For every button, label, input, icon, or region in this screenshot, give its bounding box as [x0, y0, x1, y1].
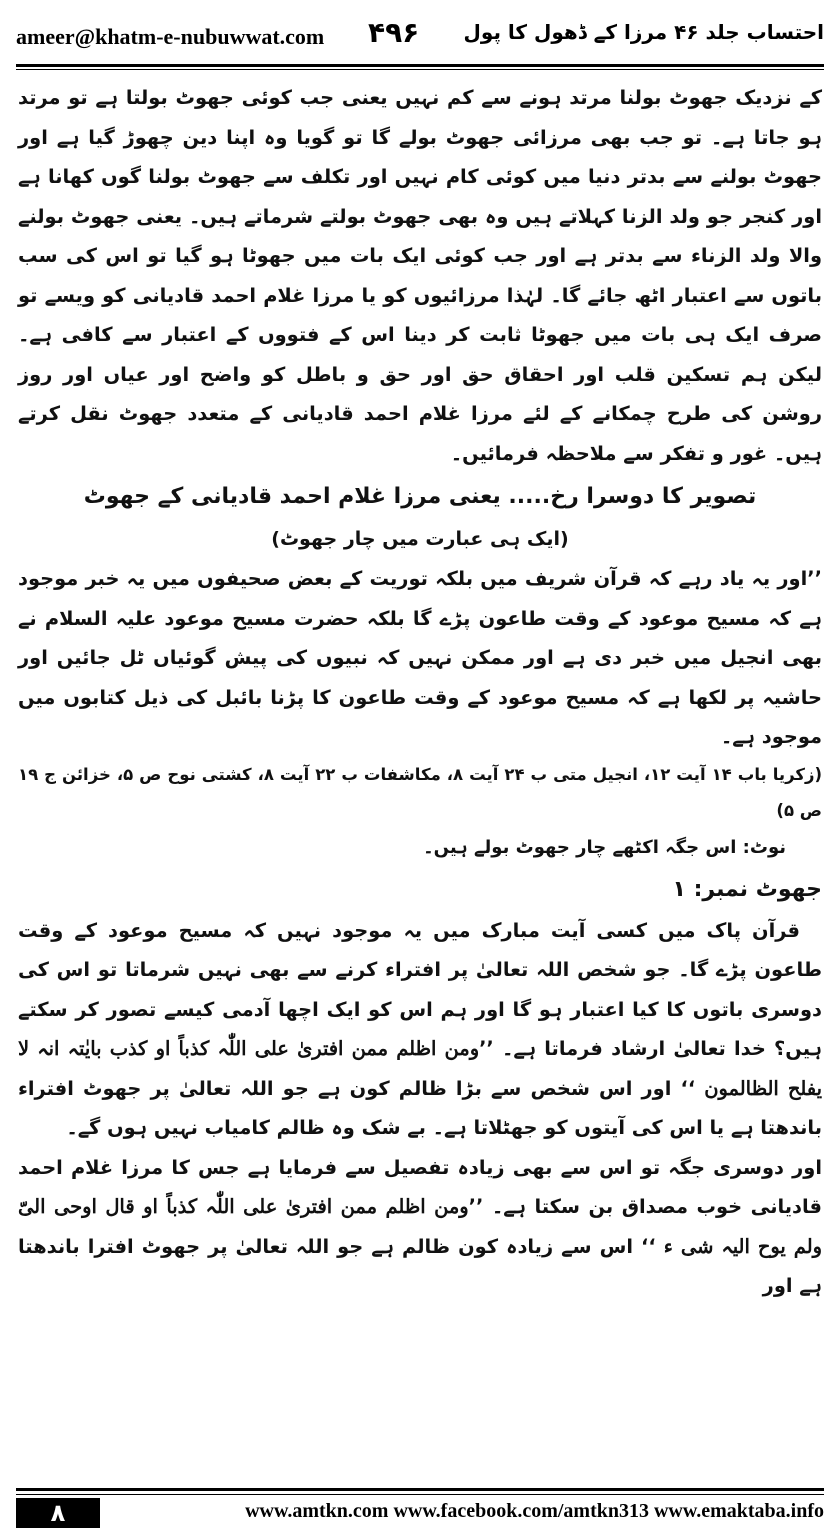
header-divider	[16, 64, 824, 67]
page-header	[16, 14, 824, 60]
lie-paragraph-2-text: اور دوسری جگہ تو اس سے بھی زیادہ تفصیل سے فرمایا ہے جس کا مرزا غلام احمد قادیانی خوب مصداق بن سکتا ہے۔ ’’	[18, 1155, 822, 1218]
lie-paragraph-1-translation: ‘‘ اور اس شخص سے بڑا ظالم کون ہے جو اللہ تعالیٰ پر جھوٹ افتراء باندھتا ہے یا اس کی آیتوں کو جھٹلاتا ہے۔ بے شک وہ ظالم کامیاب نہیں ہوں گے۔	[18, 1076, 822, 1139]
quran-verse-2: ومن اظلم ممن افتریٰ علی اللّٰہ کذباً او قال اوحی الیّ ولم یوح الیہ شی ء	[18, 1195, 822, 1258]
footer-page-number: ۸	[16, 1498, 100, 1528]
lie-paragraph-2-translation: ‘‘ اس سے زیادہ کون ظالم ہے جو اللہ تعالیٰ پر جھوٹ افترا باندھتا ہے اور	[18, 1234, 822, 1297]
lie-paragraph-2	[18, 1148, 822, 1306]
quoted-passage: ’’اور یہ یاد رہے کہ قرآن شریف میں بلکہ توریت کے بعض صحیفوں میں یہ خبر موجود ہے کہ مسیح موعود کے وقت طاعون پڑے گا بلکہ حضرت مسیح موعود علیہ السلام نے بھی انجیل میں خبر دی ہے اور ممکن نہیں کہ نبیوں کی پیش گوئیاں ٹل جائیں اور حاشیہ پر لکھا ہے کہ مسیح موعود کے وقت طاعون کا پڑنا بائبل کی ذیل کتابوں میں موجود ہے۔	[18, 567, 822, 748]
header-divider-thin	[16, 69, 824, 70]
lie-number-title: جھوٹ نمبر: ۱	[672, 876, 822, 902]
footer-website-links: www.amtkn.com www.facebook.com/amtkn313 www.emaktaba.info	[245, 1500, 824, 1522]
section-heading: تصویر کا دوسرا رخ..... یعنی مرزا غلام احمد قادیانی کے جھوٹ	[83, 484, 757, 509]
quote-note: نوٹ: اس جگہ اکٹھے چار جھوٹ بولے ہیں۔	[423, 836, 786, 858]
page-body	[18, 78, 822, 1306]
header-email: ameer@khatm-e-nubuwwat.com	[16, 24, 325, 49]
footer-divider-thin	[16, 1494, 824, 1495]
lie-paragraph-1	[18, 911, 822, 1148]
quran-verse-1: ومن اظلم ممن افتریٰ علی اللّٰہ کذباً او کذب بایٰتہ انہ لا یفلح الظالمون	[18, 1037, 822, 1100]
intro-paragraph: کے نزدیک جھوٹ بولنا مرتد ہونے سے کم نہیں یعنی جب کوئی جھوٹ بولتا ہے تو مرتد ہو جاتا ہے۔ تو جب بھی مرزائی جھوٹ بولے گا تو گویا وہ اپنا دین چھوڑ گیا ہے اور جھوٹ بولنے سے بدتر دنیا میں کوئی کام نہیں اور تکلف سے جھوٹ بولنا گوں کھانا ہے اور کنجر جو ولد الزنا کہلاتے ہیں وہ بھی جھوٹ بولتے شرماتے ہیں۔ یعنی جھوٹ بولنے والا ولد الزناء سے بدتر ہے اور جب کوئی ایک بات میں جھوٹا ہو گیا تو اس کی سب باتوں سے اعتبار اٹھ جائے گا۔ لہٰذا مرزائیوں کو یا مرزا غلام احمد قادیانی کو ویسے تو صرف ایک ہی بات میں جھوٹا ثابت کر دینا اس کے فتووں کے اعتبار سے کافی ہے۔ لیکن ہم تسکین قلب اور احقاق حق اور حق و باطل کو واضح اور عیاں اور روز روشن کی طرح چمکانے کے لئے مرزا غلام احمد قادیانی کے متعدد جھوٹ نقل کرتے ہیں۔ غور و تفکر سے ملاحظہ فرمائیں۔	[18, 86, 822, 465]
header-title: احتساب جلد ۴۶ مرزا کے ڈھول کا پول	[463, 20, 824, 44]
section-subheading: (ایک ہی عبارت میں چار جھوٹ)	[271, 528, 569, 550]
footer-divider	[16, 1488, 824, 1491]
quote-reference: (زکریا باب ۱۴ آیت ۱۲، انجیل متی ب ۲۴ آیت ۸، مکاشفات ب ۲۲ آیت ۸، کشتی نوح ص ۵، خزائن ج ۱۹ ص ۵)	[18, 764, 822, 820]
page-footer	[16, 1488, 824, 1528]
header-page-number: ۴۹۶	[368, 16, 420, 49]
lie-paragraph-1-text: قرآن پاک میں کسی آیت مبارک میں یہ موجود نہیں کہ مسیح موعود کے وقت طاعون پڑے گا۔ جو شخص اللہ تعالیٰ پر افتراء کرنے سے بھی نہیں شرماتا تو اس کی دوسری باتوں کا کیا اعتبار ہو گا اور ہم اس کو ایک اچھا آدمی کیسے تصور کر سکتے ہیں؟ خدا تعالیٰ ارشاد فرماتا ہے۔ ’’	[18, 918, 822, 1060]
